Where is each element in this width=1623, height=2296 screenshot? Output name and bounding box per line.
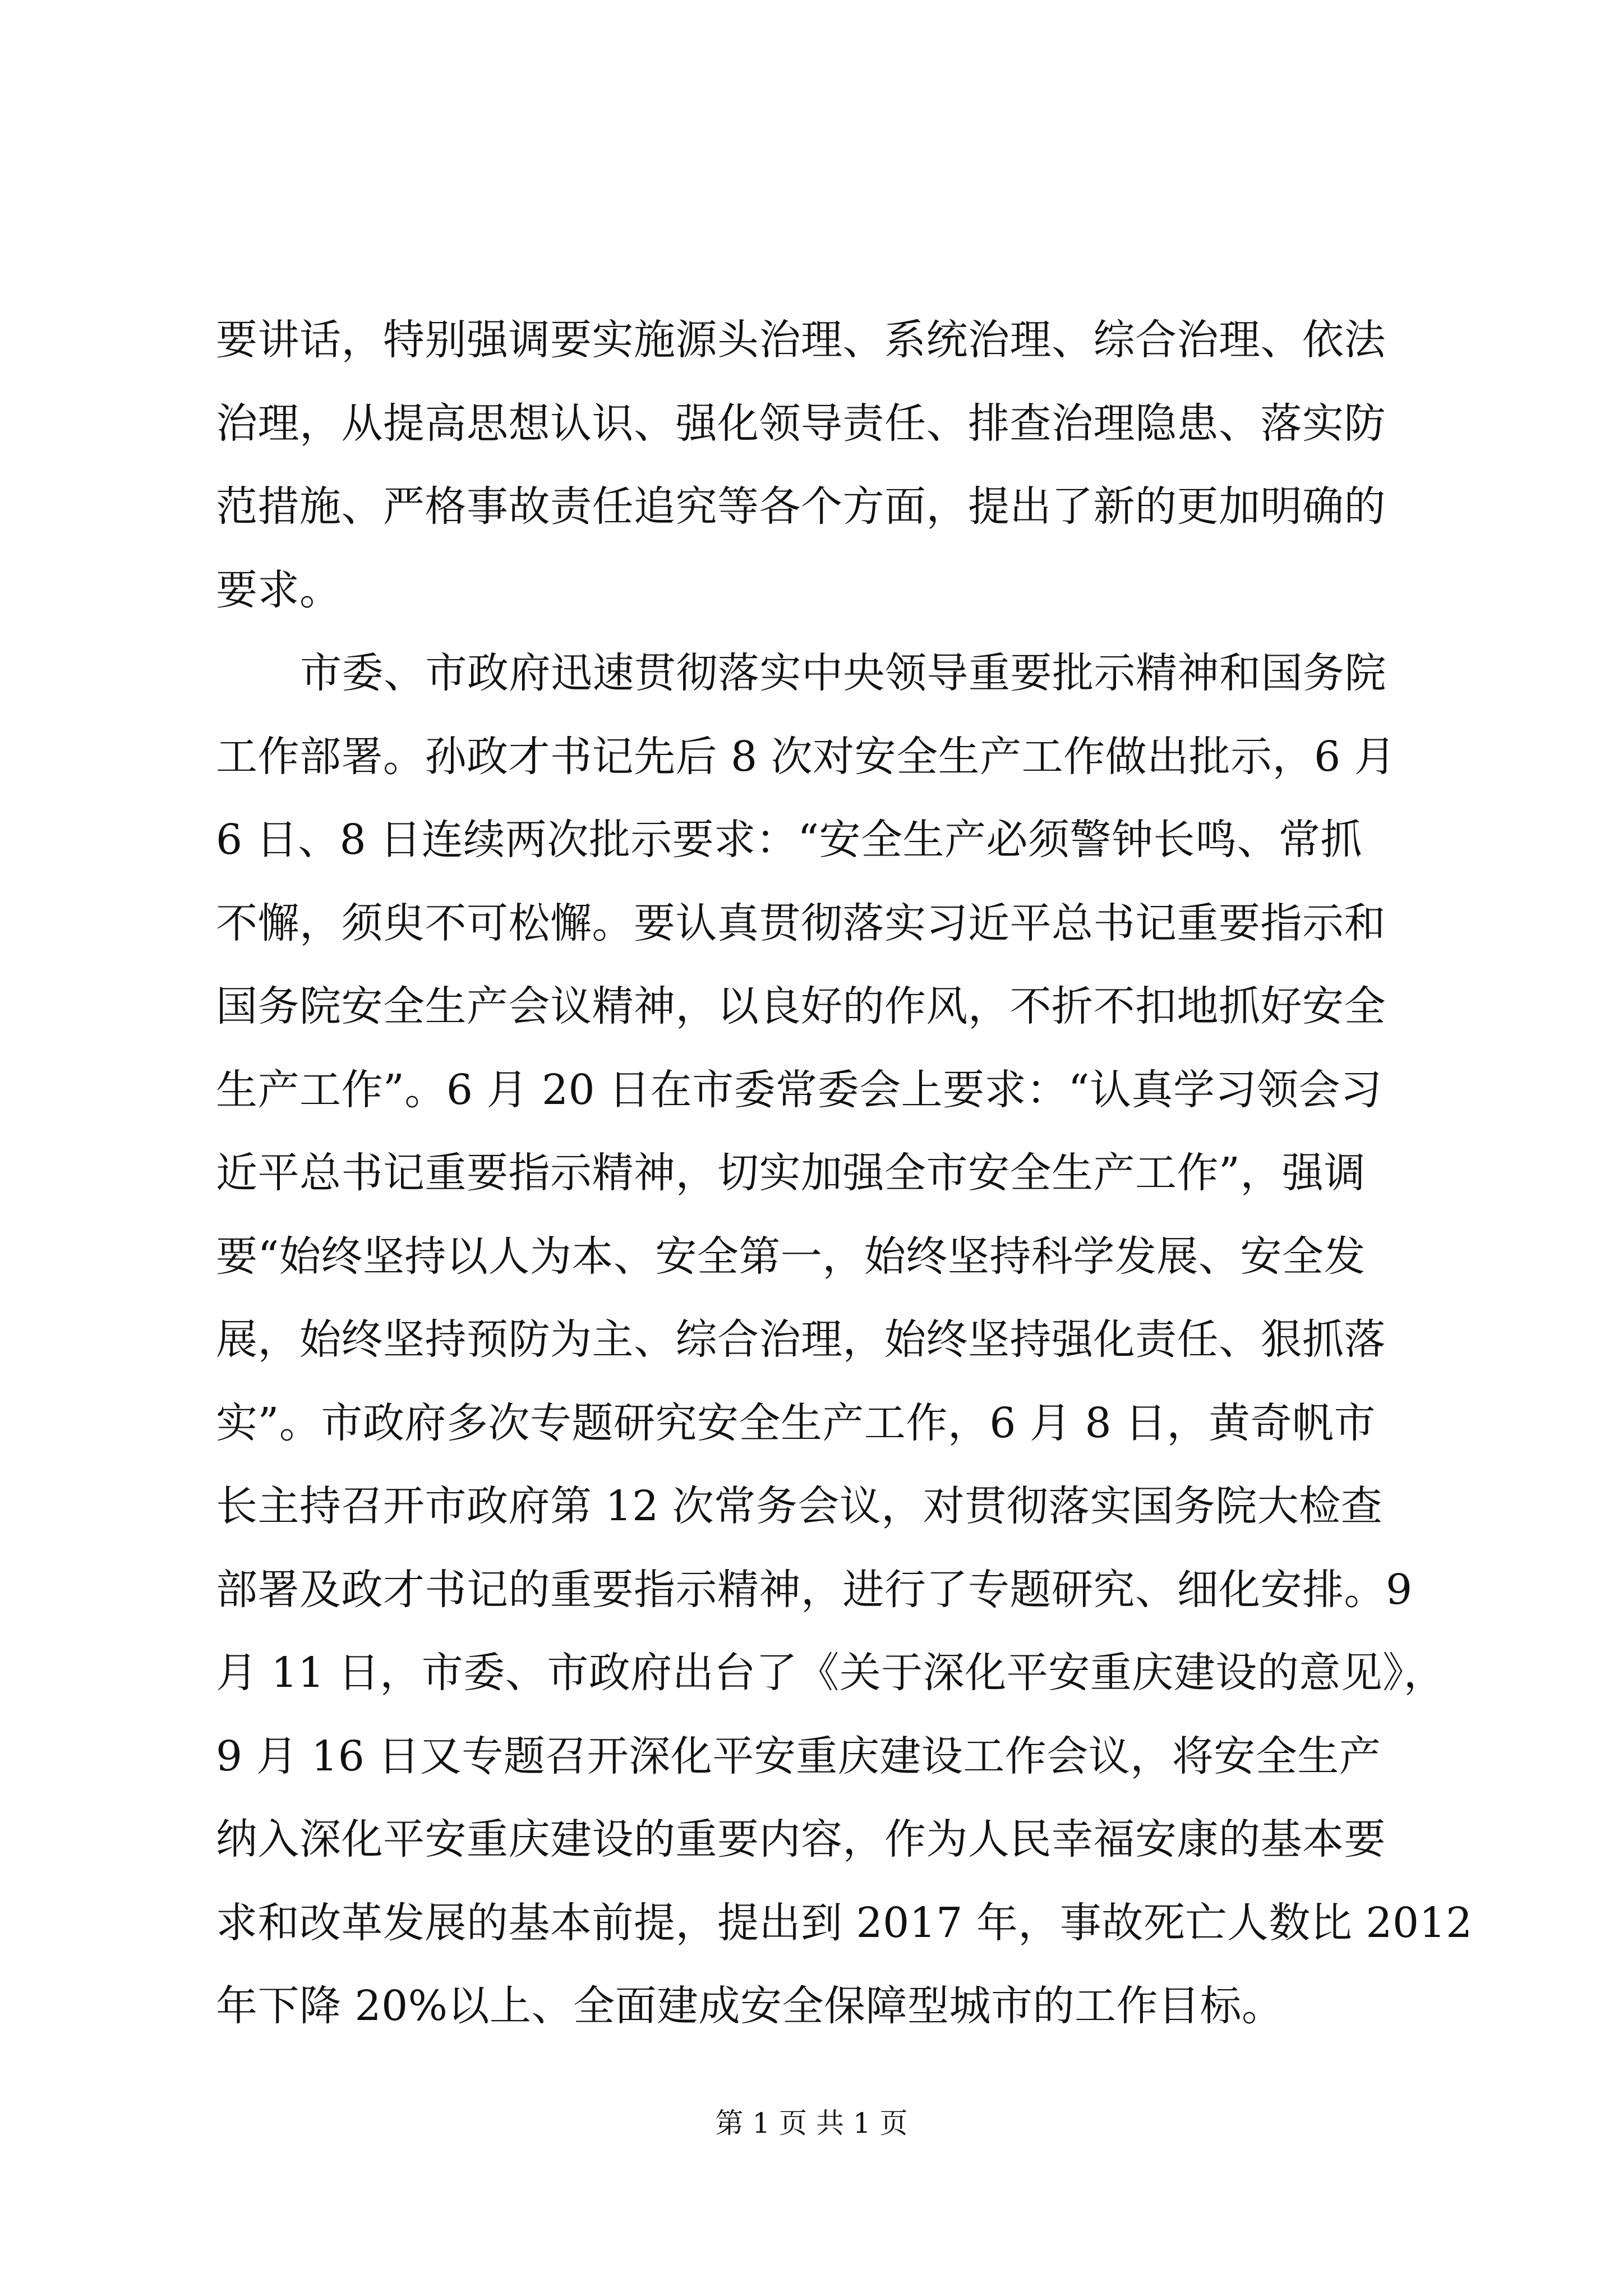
text-line: 9 月 16 日又专题召开深化平安重庆建设工作会议，将安全生产 [216,1732,1381,1780]
text-line: 不懈，须臾不可松懈。要认真贯彻落实习近平总书记重要指示和 [216,899,1386,947]
page-number-footer: 第 1 页 共 1 页 [715,2107,908,2139]
text-line: 近平总书记重要指示精神，切实加强全市安全生产工作”，强调 [216,1149,1366,1197]
text-line: 要“始终坚持以人为本、安全第一，始终坚持科学发展、安全发 [216,1232,1366,1281]
text-line: 工作部署。孙政才书记先后 8 次对安全生产工作做出批示，6 月 [216,732,1396,781]
text-line: 市委、市政府迅速贯彻落实中央领导重要批示精神和国务院 [300,649,1386,697]
text-line: 生产工作”。6 月 20 日在市委常委会上要求：“认真学习领会习 [216,1065,1382,1114]
text-line: 长主持召开市政府第 12 次常务会议，对贯彻落实国务院大检查 [216,1482,1383,1530]
text-line: 治理，从提高思想认识、强化领导责任、排查治理隐患、落实防 [216,399,1386,448]
body-text [216,298,1473,2048]
text-line: 实”。市政府多次专题研究安全生产工作，6 月 8 日，黄奇帆市 [216,1398,1376,1447]
text-line: 要讲话，特别强调要实施源头治理、系统治理、综合治理、依法 [216,316,1386,364]
text-line: 6 日、8 日连续两次批示要求：“安全生产必须警钟长鸣、常抓 [216,816,1363,864]
text-line: 范措施、严格事故责任追究等各个方面，提出了新的更加明确的 [216,482,1386,531]
text-line: 部署及政才书记的重要指示精神，进行了专题研究、细化安排。9 [216,1565,1413,1614]
text-line: 国务院安全生产会议精神，以良好的作风，不折不扣地抓好安全 [216,982,1386,1030]
text-line: 纳入深化平安重庆建设的重要内容，作为人民幸福安康的基本要 [216,1815,1386,1864]
text-line: 月 11 日，市委、市政府出台了《关于深化平安重庆建设的意见》， [216,1649,1446,1697]
text-line: 要求。 [216,565,342,614]
text-line: 求和改革发展的基本前提，提出到 2017 年，事故死亡人数比 2012 [216,1898,1473,1947]
text-line: 年下降 20%以上、全面建成安全保障型城市的工作目标。 [216,1982,1284,2030]
text-line: 展，始终坚持预防为主、综合治理，始终坚持强化责任、狠抓落 [216,1315,1386,1364]
